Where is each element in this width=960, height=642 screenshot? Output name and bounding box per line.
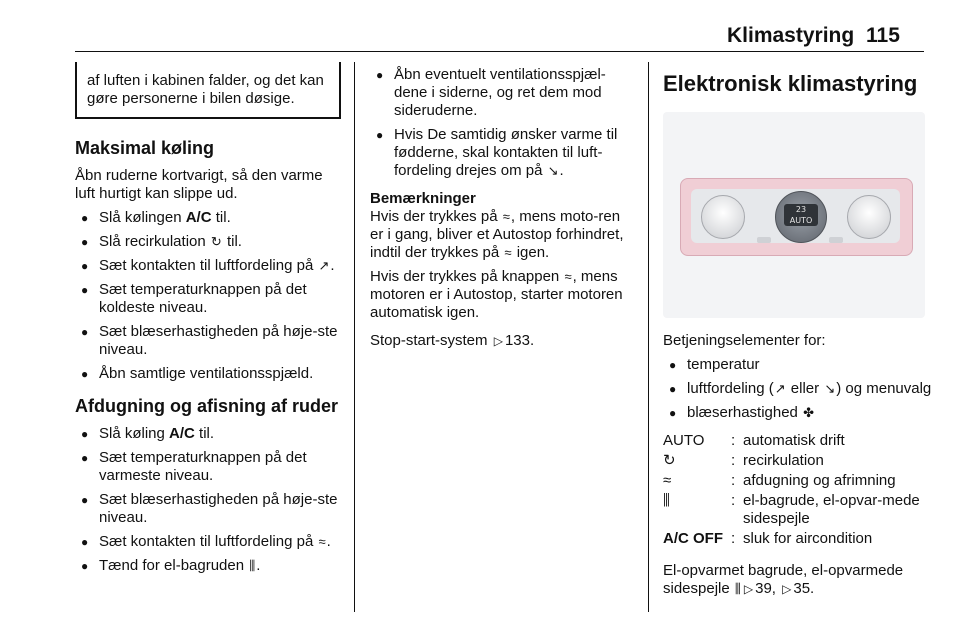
controls-list [663,356,933,422]
button-definitions: AUTO : automatisk drift ↻ : recirkulation ≈ : afdugning og afrimning ⫼ : el-bagrude, el-opvar-mede sidespejle A/C OFF : sluk for aircondition [663,432,920,547]
windscreen-defrost-icon: ≈ [318,534,326,549]
recirculation-icon: ↻ [210,234,222,249]
rear-window-heating-icon: ⫼ [663,492,670,509]
air-distribution-face-icon: ↗ [774,381,786,396]
remark-paragraph: Hvis der trykkes på knappen ≈, mens motoren er i Autostop, starter motoren automatisk igen. [370,268,623,321]
column-left [75,62,341,581]
max-cooling-list [75,209,341,383]
definition-key-auto: AUTO [663,432,705,449]
rear-window-heating-icon: ⫼ [734,581,741,596]
temperature-knob [701,195,745,239]
section-title-max-cooling: Maksimal køling [75,138,215,158]
section-intro: Åbn ruderne kortvarigt, så den varme luft hurtigt kan slippe ud. [75,167,323,202]
control-panel [680,178,913,256]
list-item: ● blæserhastighed ✤ [663,404,933,422]
air-distribution-feet-icon: ↘ [824,381,836,396]
fan-speed-knob [847,195,891,239]
page-ref-arrow-icon: ▷ [493,334,503,348]
remarks-title: Bemærkninger [370,190,476,207]
recirculation-icon: ↻ [663,452,676,469]
list-item: ● Sæt kontakten til luftfordeling på ≈. [75,533,341,551]
list-item: ● temperatur [663,356,933,374]
list-item: ● Åbn samtlige ventilationsspjæld. [75,365,341,383]
list-item: ● Sæt kontakten til luftfordeling på ↗. [75,257,341,275]
climate-panel-illustration [663,112,925,318]
column-divider-2 [648,62,649,612]
windscreen-defrost-icon: ≈ [663,472,672,489]
air-distribution-knob [775,191,827,243]
windscreen-defrost-icon: ≈ [504,245,512,260]
list-item: ● Sæt blæserhastigheden på høje-ste niveau. [75,323,341,359]
page-header-title: Klimastyring [727,24,855,47]
page-reference[interactable]: 39, [755,580,776,597]
page-reference[interactable]: 35. [793,580,815,597]
rear-window-heating-icon: ⫼ [249,558,256,573]
note-text: af luften i kabinen falder, og det kan gøre personerne i bilen døsige. [87,72,324,107]
list-item: ● Sæt temperaturknappen på det varmeste niveau. [75,449,341,485]
extra-tips-list [370,66,636,180]
defrost-list [75,425,341,575]
windscreen-defrost-icon: ≈ [564,269,572,284]
header-divider [75,51,924,52]
list-item: ● luftfordeling (↗ eller ↘) og menuvalg [663,380,933,398]
controls-intro: Betjeningselementer for: [663,332,826,349]
page-ref-arrow-icon: ▷ [782,582,792,596]
definition-key-ac-off: A/C OFF [663,530,723,547]
list-item: ● Sæt blæserhastigheden på høje-ste niveau. [75,491,341,527]
page-ref-arrow-icon: ▷ [743,582,754,596]
column-divider-1 [354,62,355,612]
cross-reference[interactable]: Stop-start-system ▷ 133. [370,332,535,349]
list-item: ● Slå recirkulation ↻ til. [75,233,341,251]
windscreen-defrost-icon: ≈ [502,209,510,224]
list-item: ● Slå kølingen A/C til. [75,209,341,227]
air-distribution-feet-icon: ↘ [547,163,559,178]
fan-icon: ✤ [803,405,814,420]
list-item: ● Tænd for el-bagruden ⫼. [75,557,341,575]
section-title-electronic-climate: Elektronisk klimastyring [663,71,918,96]
list-item: ● Hvis De samtidig ønsker varme til fødderne, skal kontakten til luft-fordeling drejes om på ↘. [370,126,636,180]
column-right [663,66,933,604]
section-title-defrost: Afdugning og afisning af ruder [75,396,338,416]
page-number: 115 [866,24,900,47]
continued-note-box [75,62,341,119]
list-item: ● Sæt temperaturknappen på det koldeste niveau. [75,281,341,317]
air-distribution-face-icon: ↗ [318,258,330,273]
column-middle [370,66,636,356]
list-item: ● Åbn eventuelt ventilationsspjæl-dene i siderne, og ret dem mod sideruderne. [370,66,636,120]
control-display: 23 AUTO [784,204,818,226]
remark-paragraph: Hvis der trykkes på ≈, mens moto-ren er i gang, bliver et Autostop forhindret, indtil der trykkes på ≈ igen. [370,208,624,261]
footer-paragraph: El-opvarmet bagrude, el-opvarmede sidespejle ⫼ ▷ 39, ▷ 35. [663,562,904,597]
list-item: ● Slå køling A/C til. [75,425,341,443]
